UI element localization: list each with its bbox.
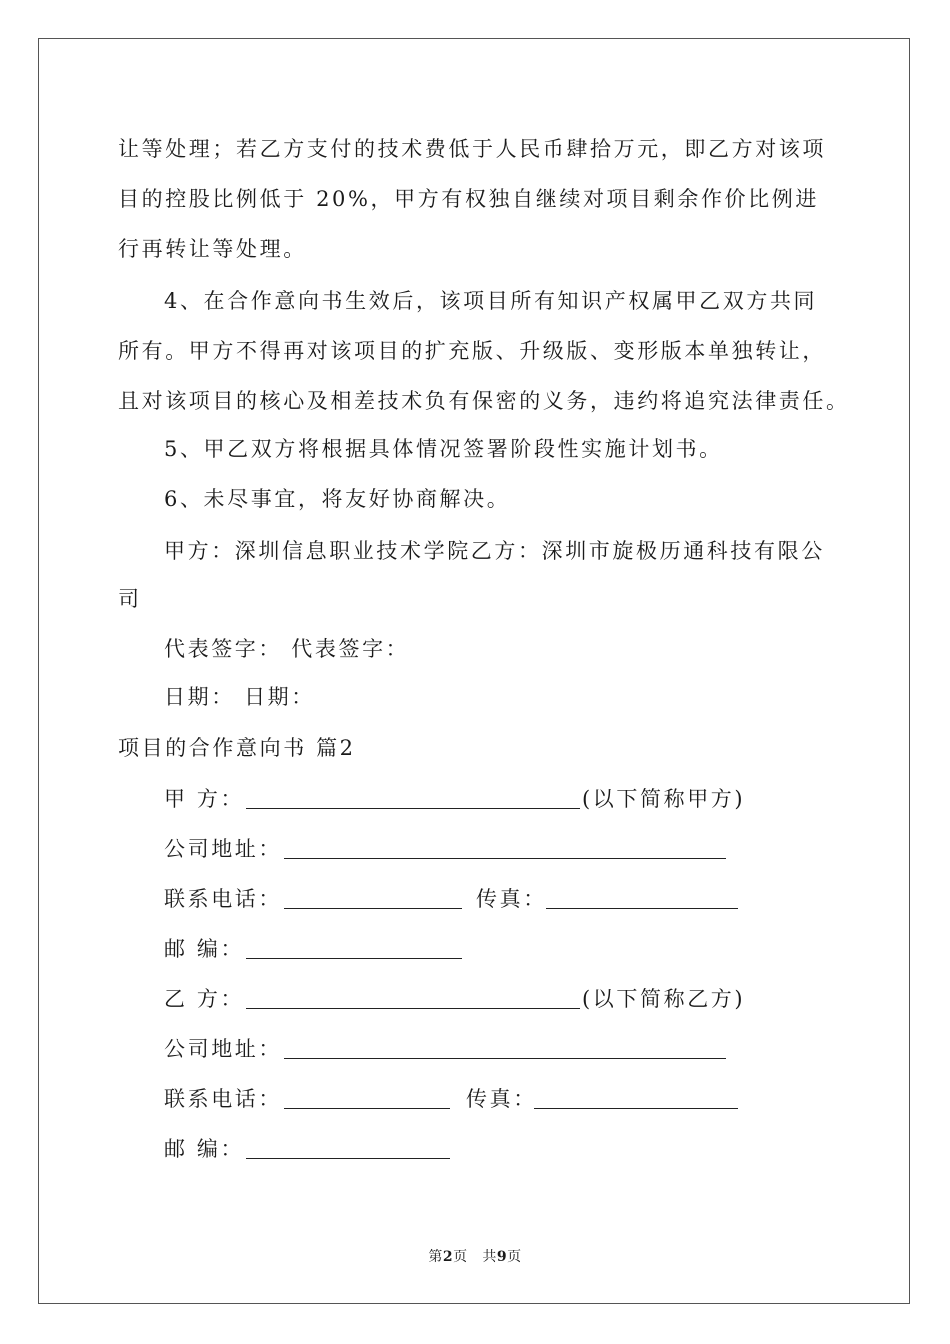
total-pages: 9 [496, 1249, 508, 1265]
postcode-b-blank[interactable] [246, 1158, 450, 1159]
date-line: 日期： 日期： [164, 685, 315, 709]
page-border [38, 38, 910, 1304]
party-b-blank[interactable] [246, 1008, 580, 1009]
party-a-blank[interactable] [246, 808, 580, 809]
signature-line: 代表签字： 代表签字： [164, 637, 410, 661]
body-line: 所有。甲方不得再对该项目的扩充版、升级版、变形版本单独转让， [118, 339, 826, 363]
total-prefix: 共 [482, 1249, 497, 1265]
parties-line-cont: 司 [118, 587, 142, 611]
body-line: 且对该项目的核心及相差技术负有保密的义务，违约将追究法律责任。 [118, 389, 850, 413]
party-b-label: 乙 方： [164, 987, 245, 1011]
body-line: 行再转让等处理。 [118, 237, 307, 261]
postcode-a-label: 邮 编： [164, 937, 245, 961]
postcode-a-blank[interactable] [246, 958, 462, 959]
clause-4: 4、在合作意向书生效后，该项目所有知识产权属甲乙双方共同 [164, 289, 818, 313]
clause-5: 5、甲乙双方将根据具体情况签署阶段性实施计划书。 [164, 437, 723, 461]
parties-line: 甲方：深圳信息职业技术学院乙方：深圳市旋极历通科技有限公 [164, 539, 825, 563]
phone-a-blank[interactable] [284, 908, 462, 909]
clause-6: 6、未尽事宜，将友好协商解决。 [164, 487, 511, 511]
address-a-blank[interactable] [284, 858, 726, 859]
fax-b-label: 传真： [466, 1087, 537, 1111]
fax-a-blank[interactable] [546, 908, 738, 909]
phone-b-blank[interactable] [284, 1108, 450, 1109]
fax-b-blank[interactable] [534, 1108, 738, 1109]
address-b-label: 公司地址： [164, 1037, 282, 1061]
body-line: 让等处理；若乙方支付的技术费低于人民币肆拾万元，即乙方对该项 [118, 137, 826, 161]
address-a-label: 公司地址： [164, 837, 282, 861]
page-prefix: 第 [428, 1249, 443, 1265]
page-number: 2 [442, 1249, 454, 1265]
address-b-blank[interactable] [284, 1058, 726, 1059]
page-unit: 页 [453, 1249, 468, 1265]
party-a-label: 甲 方： [164, 787, 245, 811]
section-heading: 项目的合作意向书 篇2 [118, 736, 356, 760]
fax-a-label: 传真： [476, 887, 547, 911]
body-line: 目的控股比例低于 20%，甲方有权独自继续对项目剩余作价比例进 [118, 187, 819, 211]
party-a-suffix: (以下简称甲方) [582, 787, 746, 811]
phone-b-label: 联系电话： [164, 1087, 282, 1111]
party-b-suffix: (以下简称乙方) [582, 987, 746, 1011]
phone-a-label: 联系电话： [164, 887, 282, 911]
page-footer [0, 1248, 950, 1266]
postcode-b-label: 邮 编： [164, 1137, 245, 1161]
total-unit: 页 [507, 1249, 522, 1265]
